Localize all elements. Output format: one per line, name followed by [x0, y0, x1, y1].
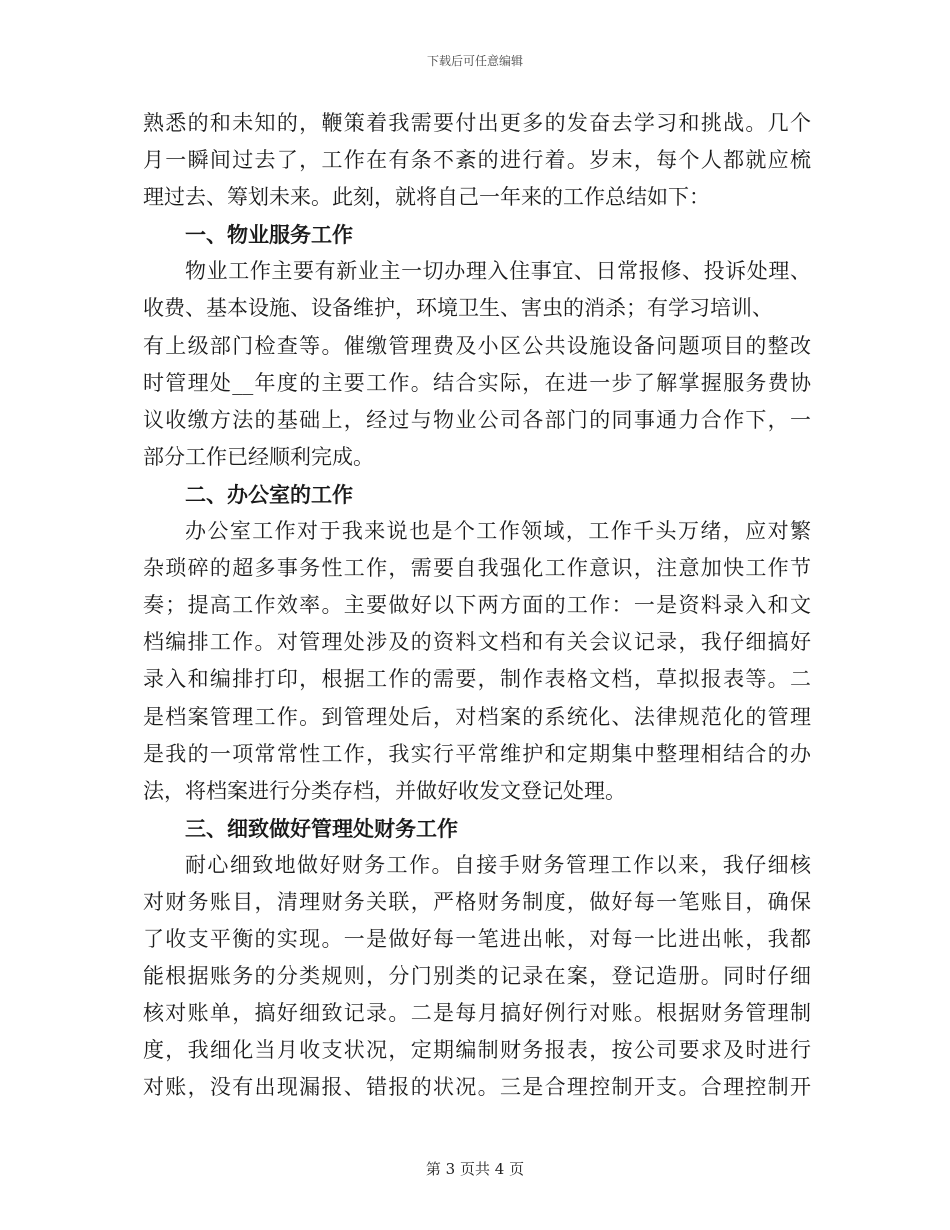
text-line: 有上级部门检查等。催缴管理费及小区公共设施设备问题项目的整改	[143, 333, 811, 358]
text-line: 理过去、筹划未来。此刻，就将自己一年来的工作总结如下：	[143, 185, 710, 210]
section-heading: 三、细致做好管理处财务工作	[185, 815, 458, 841]
text-line: 了收支平衡的实现。一是做好每一笔进出帐，对每一比进出帐，我都	[143, 927, 811, 952]
text-line: 核对账单，搞好细致记录。二是每月搞好例行对账。根据财务管理制	[143, 1001, 811, 1026]
text-line: 部分工作已经顺利完成。	[143, 444, 374, 469]
text-line: 议收缴方法的基础上，经过与物业公司各部门的同事通力合作下，一	[143, 407, 811, 432]
text-line: 物业工作主要有新业主一切办理入住事宜、日常报修、投诉处理、	[185, 259, 811, 284]
page-header: 下载后可任意编辑	[426, 54, 523, 68]
text-line: 熟悉的和未知的，鞭策着我需要付出更多的发奋去学习和挑战。几个	[143, 111, 811, 135]
text-line: 是档案管理工作。到管理处后，对档案的系统化、法律规范化的管理	[143, 704, 811, 729]
text-line: 法，将档案进行分类存档，并做好收发文登记处理。	[143, 778, 626, 803]
text-line: 录入和编排打印，根据工作的需要，制作表格文档，草拟报表等。二	[143, 667, 811, 692]
text-line: 奏；提高工作效率。主要做好以下两方面的工作：一是资料录入和文	[143, 593, 811, 618]
section-heading: 二、办公室的工作	[185, 481, 353, 507]
section-heading: 一、物业服务工作	[185, 222, 353, 248]
text-line: 度，我细化当月收支状况，定期编制财务报表，按公司要求及时进行	[143, 1038, 811, 1063]
text-line: 杂琐碎的超多事务性工作，需要自我强化工作意识，注意加快工作节	[143, 556, 811, 581]
text-line: 时管理处__年度的主要工作。结合实际，在进一步了解掌握服务费协	[143, 370, 811, 395]
text-line: 对账，没有出现漏报、错报的状况。三是合理控制开支。合理控制开	[143, 1075, 811, 1100]
text-line: 对财务账目，清理财务关联，严格财务制度，做好每一笔账目，确保	[143, 889, 811, 914]
text-line: 档编排工作。对管理处涉及的资料文档和有关会议记录，我仔细搞好	[143, 630, 811, 655]
text-line: 能根据账务的分类规则，分门别类的记录在案，登记造册。同时仔细	[143, 964, 811, 989]
text-line: 收费、基本设施、设备维护，环境卫生、害虫的消杀；有学习培训、	[143, 296, 773, 321]
page-footer: 第 3 页共 4 页	[425, 1160, 525, 1178]
text-line: 耐心细致地做好财务工作。自接手财务管理工作以来，我仔细核	[185, 852, 811, 877]
document-body	[143, 105, 811, 1107]
text-line: 月一瞬间过去了，工作在有条不紊的进行着。岁末，每个人都就应梳	[143, 148, 811, 173]
text-line: 是我的一项常常性工作，我实行平常维护和定期集中整理相结合的办	[143, 741, 811, 766]
text-line: 办公室工作对于我来说也是个工作领域，工作千头万绪，应对繁	[185, 519, 811, 544]
